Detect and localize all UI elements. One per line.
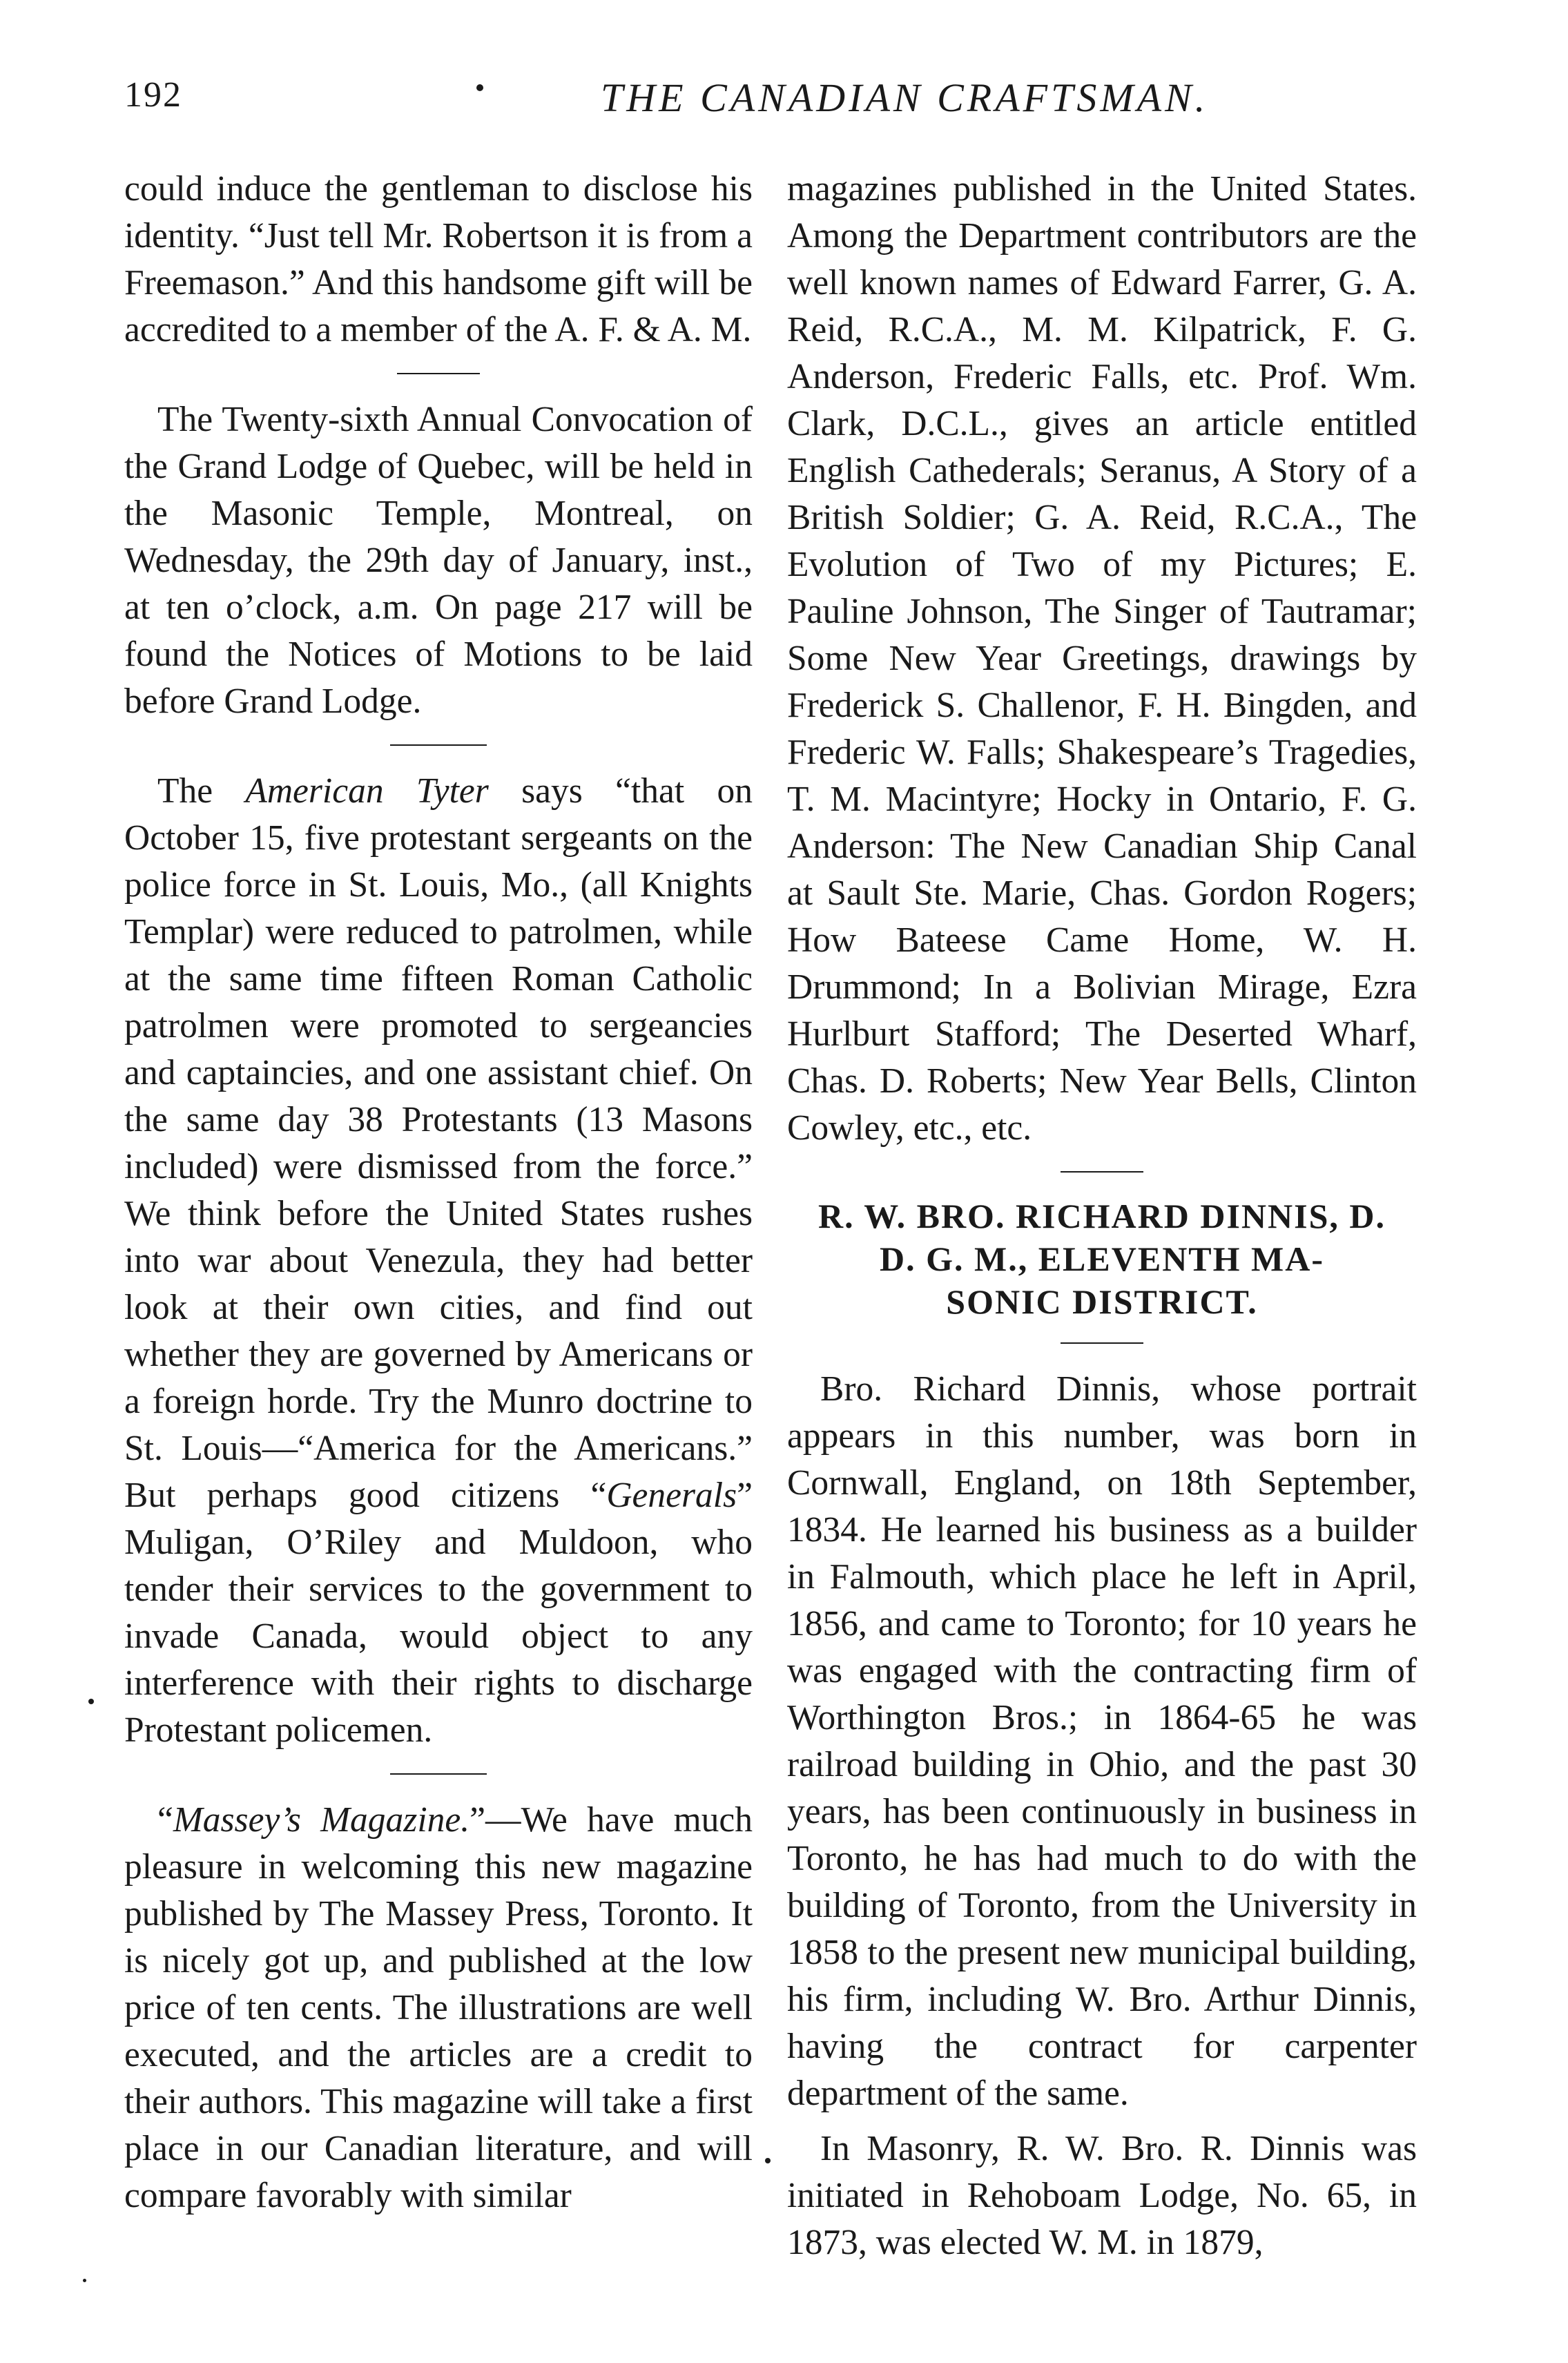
section-divider xyxy=(1061,1171,1143,1173)
paragraph-masonry-career: In Masonry, R. W. Bro. R. Dinnis was initiated in Rehoboam Lodge, No. 65, in 1873, was elected W. M. in 1879, xyxy=(787,2129,1417,2262)
paragraph-american-tyter xyxy=(124,768,753,1754)
text-segment: The xyxy=(157,771,246,811)
margin-dot xyxy=(765,2158,771,2163)
margin-dot xyxy=(83,2279,86,2282)
section-divider xyxy=(390,744,487,746)
section-divider xyxy=(397,373,480,374)
text-segment: ” Muligan, O’Riley and Muldoon, who tender their services to the government to invade Canada, would object to any interference with their rights to discharge Protestant policemen. xyxy=(124,1476,753,1750)
paragraph-magazine-contributors: magazines published in the United States. Among the Department contributors are the well known names of Edward Farrer, G. A. Reid, R.C.A., M. M. Kilpatrick, F. G. Anderson, Frederic Falls, etc. Prof. Wm. Clark, D.C.L., gives an article entitled English Cathederals; Seranus, A Story of a British Soldier; G. A. Reid, R.C.A., The Evolution of Two of my Pictures; E. Pauline Johnson, The Singer of Tautramar; Some New Year Greetings, drawings by Frederick S. Challenor, F. H. Bingden, and Frederic W. Falls; Shakespeare’s Tragedies, T. M. Macintyre; Hocky in Ontario, F. G. Anderson: The New Canadian Ship Canal at Sault Ste. Marie, Chas. Gordon Rogers; How Bateese Came Home, W. H. Drummond; In a Bolivian Mirage, Ezra Hurlburt Stafford; The Deserted Wharf, Chas. D. Roberts; New Year Bells, Clinton Cowley, etc., etc. xyxy=(787,169,1417,1148)
heading-line: SONIC DISTRICT. xyxy=(946,1282,1258,1321)
paragraph-masseys-magazine xyxy=(124,1797,753,2219)
header-bullet-dot xyxy=(476,84,483,91)
page-number: 192 xyxy=(124,75,182,115)
paragraph-grand-lodge-quebec: The Twenty-sixth Annual Convocation of the Grand Lodge of Quebec, will be held in the Masonic Temple, Montreal, on Wednesday, the 29th day of January, inst., at ten o’clock, a.m. On page 217 will be found the Notices of Motions to be laid before Grand Lodge. xyxy=(124,400,753,721)
paragraph-biography: Bro. Richard Dinnis, whose portrait appears in this number, was born in Cornwall, England, on 18th September, 1834. He learned his business as a builder in Falmouth, which place he left in April, 1856, and came to Toronto; for 10 years he was engaged with the contracting firm of Worthington Bros.; in 1864-65 he was railroad building in Ohio, and the past 30 years, has been continuously in business in Toronto, he has had much to do with the building of Toronto, from the University in 1858 to the present new municipal building, his firm, including W. Bro. Arthur Dinnis, having the contract for carpenter department of the same. xyxy=(787,1369,1417,2113)
publication-title: American Tyter xyxy=(245,771,489,811)
paragraph-gift-note: could induce the gentleman to disclose his identity. “Just tell Mr. Robertson it is from a Freemason.” And this handsome gift will be accredited to a member of the A. F. & A. M. xyxy=(124,169,753,349)
publication-title: Massey’s Magazine. xyxy=(173,1800,470,1840)
left-column xyxy=(124,166,753,2219)
margin-dot xyxy=(88,1699,94,1704)
text-segment: ”—We have much pleasure in welcoming this new magazine published by The Massey Press, Toronto. It is nicely got up, and published at the low price of ten cents. The illustrations are well executed, and the articles are a credit to their authors. This magazine will take a first place in our Canadian literature, and will compare favorably with similar xyxy=(124,1800,753,2215)
text-segment: says “that on October 15, five protestant sergeants on the police force in St. Louis, Mo., (all Knights Templar) were reduced to patrolmen, while at the same time fifteen Roman Catholic patrolmen were promoted to sergeancies and captaincies, and one assistant chief. On the same day 38 Protestants (13 Masons included) were dismissed from the force.” We think before the United States rushes into war about Venezula, they had better look at their own cities, and find out whether they are governed by Americans or a foreign horde. Try the Munro doctrine to St. Louis—“America for the Americans.” But perhaps good citizens “ xyxy=(124,771,753,1515)
article-heading xyxy=(787,1195,1417,1323)
section-divider xyxy=(390,1773,487,1775)
heading-line: R. W. BRO. RICHARD DINNIS, D. xyxy=(817,1197,1386,1235)
italic-word: Generals xyxy=(606,1476,737,1515)
heading-line: D. G. M., ELEVENTH MA- xyxy=(880,1240,1324,1278)
text-segment: “ xyxy=(157,1800,173,1840)
right-column xyxy=(787,166,1417,2266)
section-divider xyxy=(1061,1342,1143,1344)
page-header xyxy=(124,75,1429,137)
running-title: THE CANADIAN CRAFTSMAN. xyxy=(601,75,1209,120)
